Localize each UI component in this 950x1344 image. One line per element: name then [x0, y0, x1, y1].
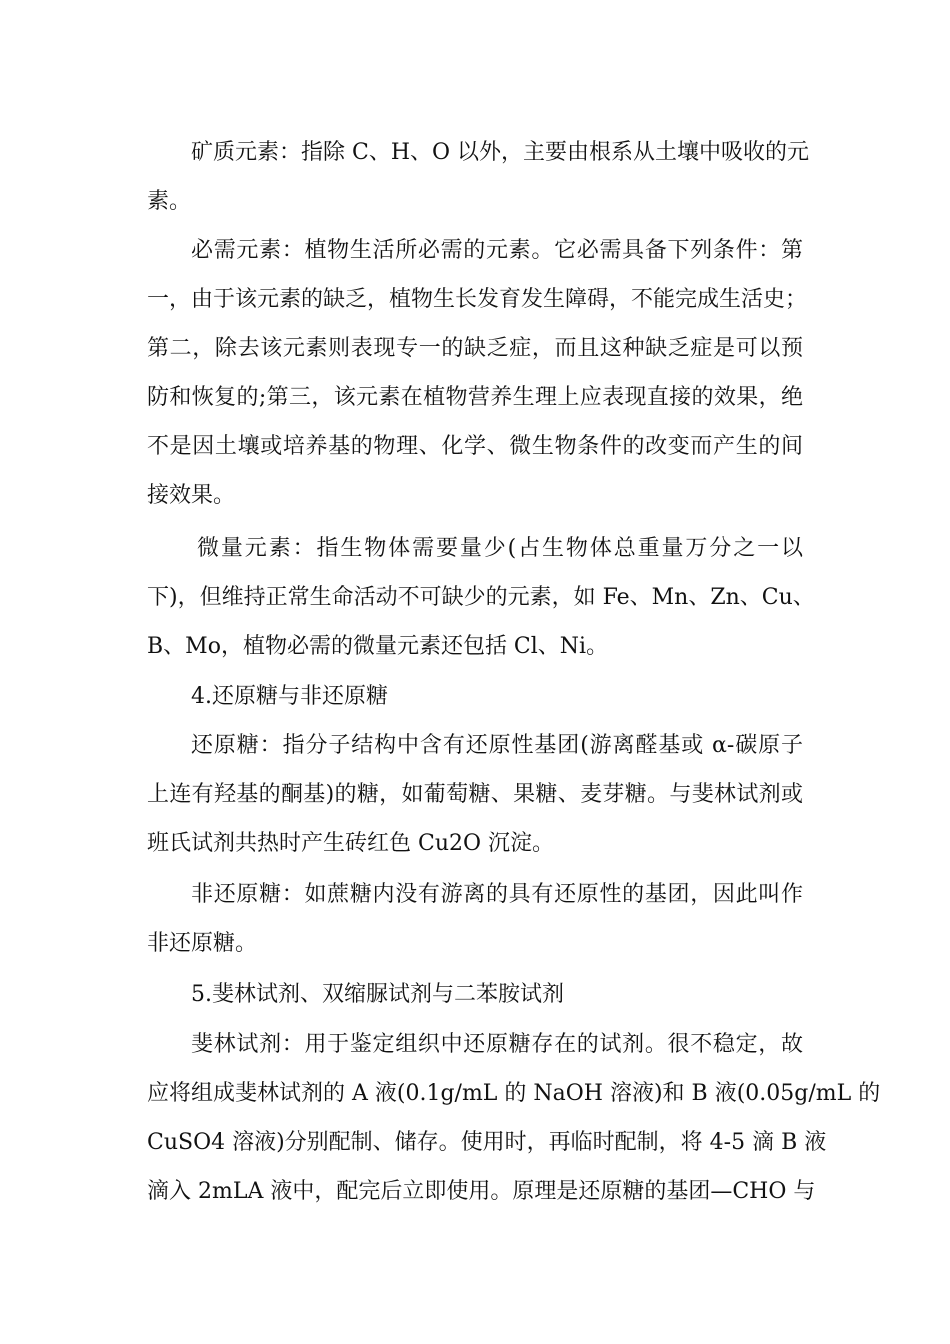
paragraph-line [0, 1074, 950, 1114]
paragraph-line [0, 1172, 950, 1212]
line-text: 应将组成斐林试剂的 A 液(0.1g/mL 的 NaOH 溶液)和 B 液(0.05g/mL 的 [147, 1081, 881, 1106]
paragraph-line [0, 378, 950, 418]
line-text: 上连有羟基的酮基)的糖，如葡萄糖、果糖、麦芽糖。与斐林试剂或 [147, 782, 803, 807]
line-text: 下)，但维持正常生命活动不可缺少的元素，如 Fe、Mn、Zn、Cu、 [147, 585, 815, 610]
paragraph-line [0, 476, 950, 516]
line-text: 非还原糖。 [147, 931, 258, 956]
line-text: CuSO4 溶液)分别配制、储存。使用时，再临时配制，将 4-5 滴 B 液 [147, 1130, 827, 1155]
paragraph-line [0, 627, 950, 667]
line-text: 矿质元素：指除 C、H、O 以外，主要由根系从土壤中吸收的元 [191, 140, 810, 165]
paragraph-line [0, 133, 950, 173]
line-text: 班氏试剂共热时产生砖红色 Cu2O 沉淀。 [147, 831, 555, 856]
line-text: 微量元素：指生物体需要量少(占生物体总重量万分之一以 [197, 536, 803, 561]
line-text: 防和恢复的;第三，该元素在植物营养生理上应表现直接的效果，绝 [147, 385, 803, 410]
section-heading [0, 975, 950, 1015]
line-text: 一，由于该元素的缺乏，植物生长发育发生障碍，不能完成生活史； [147, 287, 808, 312]
paragraph-line [0, 1025, 950, 1065]
paragraph-line [0, 824, 950, 864]
paragraph-line [0, 775, 950, 815]
paragraph-line [0, 329, 950, 369]
line-text: 斐林试剂：用于鉴定组织中还原糖存在的试剂。很不稳定，故 [191, 1032, 803, 1057]
paragraph-line [0, 875, 950, 915]
line-text: 接效果。 [147, 483, 236, 508]
line-text: 非还原糖：如蔗糖内没有游离的具有还原性的基团，因此叫作 [191, 882, 803, 907]
paragraph-line [0, 231, 950, 271]
heading-text: 5.斐林试剂、双缩脲试剂与二苯胺试剂 [191, 982, 564, 1007]
line-text: 滴入 2mLA 液中，配完后立即使用。原理是还原糖的基团—CHO 与 [147, 1179, 816, 1204]
line-text: 必需元素：植物生活所必需的元素。它必需具备下列条件：第 [191, 238, 803, 263]
paragraph-line [0, 427, 950, 467]
line-text: B、Mo，植物必需的微量元素还包括 Cl、Ni。 [147, 634, 609, 659]
line-text: 不是因土壤或培养基的物理、化学、微生物条件的改变而产生的间 [147, 434, 803, 459]
paragraph-line [0, 280, 950, 320]
line-text: 还原糖：指分子结构中含有还原性基团(游离醛基或 α-碳原子 [191, 733, 803, 758]
paragraph-line [0, 726, 950, 766]
line-text: 第二，除去该元素则表现专一的缺乏症，而且这种缺乏症是可以预 [147, 336, 803, 361]
paragraph-line [0, 182, 950, 222]
paragraph-line [0, 1123, 950, 1163]
heading-text: 4.还原糖与非还原糖 [191, 684, 388, 709]
paragraph-line [0, 529, 950, 569]
section-heading [0, 677, 950, 717]
paragraph-line [0, 924, 950, 964]
line-text: 素。 [147, 189, 192, 214]
paragraph-line [0, 578, 950, 618]
